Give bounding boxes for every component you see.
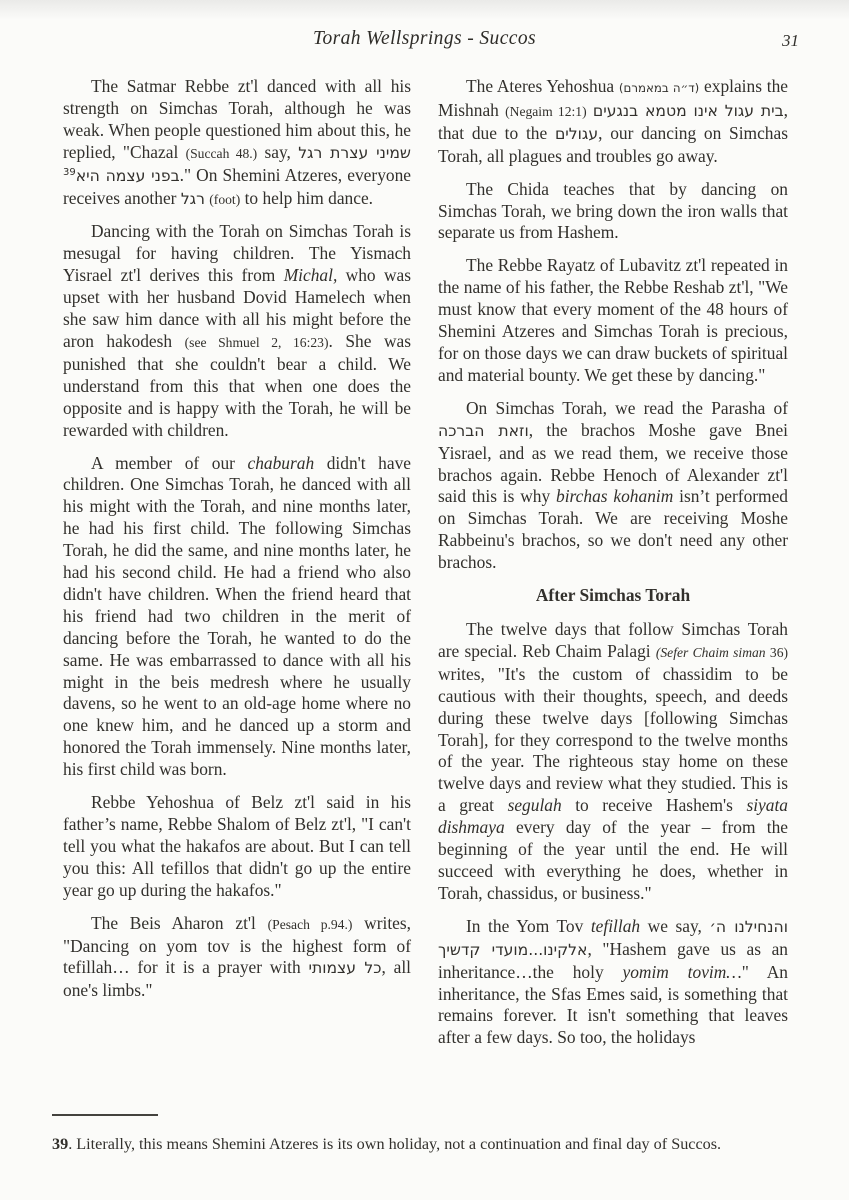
footnote-divider (52, 1114, 158, 1116)
section-heading-after-simchas-torah: After Simchas Torah (535, 585, 691, 606)
footnote-text (52, 1134, 791, 1154)
text-columns (63, 76, 788, 1049)
footnote-body: . Literally, this means Shemini Atzeres is its own holiday, not a continuation and final day of Succos. (68, 1135, 722, 1153)
right-column (438, 76, 788, 1049)
paragraph-beis-aharon: The Beis Aharon zt'l (Pesach p.94.) writes, "Dancing on yom tov is the highest form of tefillah… for it is a prayer with כל עצמותי, all one's limbs." (63, 912, 412, 1001)
paragraph-chida: The Chida teaches that by dancing on Simchas Torah, we bring down the iron walls that separate us from Hashem. (438, 178, 788, 243)
paragraph-rebbe-yehoshua-belz: Rebbe Yehoshua of Belz zt'l said in his father’s name, Rebbe Shalom of Belz zt'l, "I can't tell you what the hakafos are about. But I can tell you this: All tefillos that didn't go up the entire year go up during the hakafos." (63, 792, 411, 900)
paragraph-satmar-rebbe-dancing: The Satmar Rebbe zt'l danced with all his strength on Simchas Torah, although he was weak. When people questioned him about this, he replied, "Chazal (Succah 48.) say, שמיני עצרת רגל בפני עצמה היא$^{39}$ ." On Shemini Atzeres, everyone receives another רגל (foot) to help him dance. (63, 76, 411, 208)
page-title: Torah Wellsprings - Succos (313, 28, 536, 49)
footnote-number: 39 (52, 1135, 69, 1153)
left-column (63, 76, 411, 1049)
paragraph-vzos-habracha: On Simchas Torah, we read the Parasha of וזאת הברכה, the brachos Moshe gave Bnei Yisrael, and as we read them, we receive those brachos again. Rebbe Henoch of Alexander zt'l said this is why birchas kohanim isn’t performed on Simchas Torah. We are receiving Moshe Rabbeinu's brachos, so we don't need any other brachos. (438, 397, 789, 573)
paragraph-twelve-days: The twelve days that follow Simchas Torah are special. Reb Chaim Palagi (Sefer Chaim siman 36) writes, "It's the custom of chassidim to be cautious with their thoughts, speech, and deeds during these twelve days [following Simchas Torah], for they correspond to the twelve months of the year. The righteous stay home on these twelve days and review what they studied. This is a great segulah to receive Hashem's siyata dishmaya every day of the year – from the beginning of the year until the end. He will succeed with everything he does, whether in Torah, chassidus, or business." (438, 619, 789, 903)
paragraph-chaburah-member-story: A member of our chaburah didn't have children. One Simchas Torah, he danced with all his might with the Torah, and nine months later, he had his first child. The following Simchas Torah, he did the same, and nine months later, he had his second child. He had a friend who also didn't have children. When the friend heard that his friend had two children in the merit of dancing before the Torah, he wanted to do the same. He was embarrassed to dance with all his might in the beis medresh where he usually davens, so he went to an old-age home where no one knew him, and he danced up a storm and honored the Torah immensely. Nine months later, his first child was born. (63, 452, 412, 780)
footnote (52, 1108, 791, 1154)
page-number: 31 (782, 31, 799, 50)
paragraph-dancing-mesugal-children: Dancing with the Torah on Simchas Torah is mesugal for having children. The Yismach Yisrael zt'l derives this from Michal, who was upset with her husband Dovid Hamelech when she saw him dance with all his might before the aron hakodesh (see Shmuel 2, 16:23). She was punished that she couldn't bear a child. We understand from this that when one does the opposite and is happy with the Torah, he will be rewarded with children. (63, 221, 411, 440)
paragraph-yom-tov-tefillah: In the Yom Tov tefillah we say, והנחילנו ה׳ אלקינו...מועדי קדשיך, "Hashem gave us as an inheritance…the holy yomim tovim…" An inheritance, the Sfas Emes said, is something that remains forever. It isn't something that leaves after a few days. So too, the holidays (438, 915, 788, 1048)
paragraph-ateres-yehoshua: The Ateres Yehoshua (ד״ה במאמרם) explains the Mishnah (Negaim 12:1) בית עגול אינו מטמא בנגעים, that due to the עגולים, our dancing on Simchas Torah, all plagues and troubles go away. (438, 76, 788, 166)
paragraph-rebbe-rayatz: The Rebbe Rayatz of Lubavitz zt'l repeated in the name of his father, the Rebbe Reshab zt'l, "We must know that every moment of the 48 hours of Shemini Atzeres and Simchas Torah is precious, for on those days we can draw buckets of spiritual and material bounty. We get these by dancing." (438, 255, 788, 385)
